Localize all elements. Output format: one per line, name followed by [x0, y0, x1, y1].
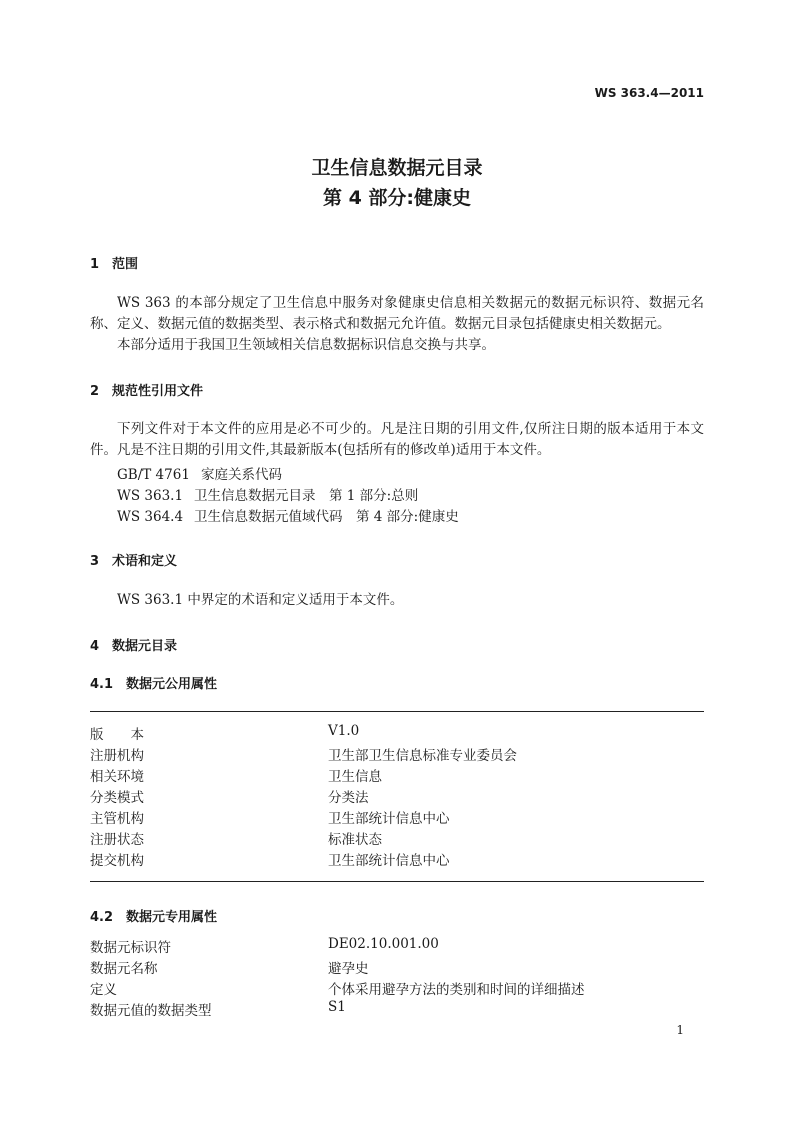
table-row	[90, 978, 704, 999]
attribute-value: 卫生部卫生信息标准专业委员会	[328, 748, 517, 764]
section-title: 规范性引用文件	[112, 384, 204, 399]
section-title: 术语和定义	[112, 554, 178, 569]
table-row	[90, 807, 704, 828]
section-title: 范围	[112, 257, 139, 272]
standard-code: WS 363.4—2011	[594, 86, 704, 100]
document-title: 卫生信息数据元目录	[311, 157, 483, 179]
attribute-name: 相关环境	[90, 769, 144, 785]
section-4-1-heading	[90, 673, 217, 692]
attribute-value: 个体采用避孕方法的类别和时间的详细描述	[328, 982, 585, 998]
table-row	[90, 765, 704, 786]
section-number: 4.1	[90, 677, 114, 692]
section-2-paragraph-1: 下列文件对于本文件的应用是必不可少的。凡是注日期的引用文件,仅所注日期的版本适用于本文件。凡是不注日期的引用文件,其最新版本(包括所有的修改单)适用于本文件。	[90, 421, 704, 458]
attribute-name: 注册状态	[90, 832, 144, 848]
table-row	[90, 957, 704, 978]
reference-title: 家庭关系代码	[201, 467, 282, 483]
section-number: 1	[90, 257, 100, 272]
table-row	[90, 999, 704, 1020]
section-1-paragraph-1: WS 363 的本部分规定了卫生信息中服务对象健康史信息相关数据元的数据元标识符、数据元名称、定义、数据元值的数据类型、表示格式和数据元允许值。数据元目录包括健康史相关数据元。	[90, 295, 704, 332]
table-bottom-rule	[90, 881, 704, 882]
normative-reference	[117, 505, 459, 525]
attribute-name: 版 本	[90, 727, 144, 743]
attribute-name: 分类模式	[90, 790, 144, 806]
reference-title: 卫生信息数据元目录 第 1 部分:总则	[194, 488, 419, 504]
common-attributes-table	[90, 723, 704, 870]
table-row	[90, 849, 704, 870]
attribute-name: 数据元值的数据类型	[90, 1003, 212, 1019]
section-3-heading	[90, 550, 177, 569]
section-1-heading	[90, 253, 138, 272]
attribute-value: V1.0	[328, 723, 360, 739]
attribute-name: 数据元标识符	[90, 940, 171, 956]
table-row	[90, 936, 704, 957]
section-number: 3	[90, 554, 100, 569]
normative-reference	[117, 463, 282, 483]
attribute-name: 提交机构	[90, 853, 144, 869]
attribute-name: 定义	[90, 982, 117, 998]
section-title: 数据元公用属性	[126, 677, 218, 692]
section-4-2-heading	[90, 906, 217, 925]
reference-code: WS 364.4	[117, 509, 184, 525]
attribute-value: 卫生部统计信息中心	[328, 811, 450, 827]
attribute-value: S1	[328, 999, 346, 1015]
section-number: 4.2	[90, 910, 114, 925]
section-1-paragraph-2: 本部分适用于我国卫生领域相关信息数据标识信息交换与共享。	[117, 337, 495, 353]
attribute-name: 主管机构	[90, 811, 144, 827]
section-number: 2	[90, 384, 100, 399]
section-3-paragraph-1: WS 363.1 中界定的术语和定义适用于本文件。	[117, 592, 404, 608]
table-row	[90, 723, 704, 744]
attribute-value: 卫生部统计信息中心	[328, 853, 450, 869]
section-title: 数据元目录	[112, 639, 178, 654]
table-top-rule	[90, 711, 704, 712]
attribute-value: 标准状态	[328, 832, 382, 848]
section-2-heading	[90, 380, 203, 399]
normative-reference	[117, 484, 418, 504]
section-4-heading	[90, 635, 177, 654]
reference-title: 卫生信息数据元值域代码 第 4 部分:健康史	[194, 509, 459, 525]
section-title: 数据元专用属性	[126, 910, 218, 925]
reference-code: GB/T 4761	[117, 467, 190, 483]
attribute-name: 注册机构	[90, 748, 144, 764]
attribute-value: 避孕史	[328, 961, 369, 977]
table-row	[90, 828, 704, 849]
section-number: 4	[90, 639, 100, 654]
reference-code: WS 363.1	[117, 488, 184, 504]
specific-attributes-table	[90, 936, 704, 1020]
page-number: 1	[676, 1023, 684, 1037]
attribute-name: 数据元名称	[90, 961, 158, 977]
attribute-value: DE02.10.001.00	[328, 936, 439, 952]
table-row	[90, 786, 704, 807]
table-row	[90, 744, 704, 765]
attribute-value: 卫生信息	[328, 769, 382, 785]
attribute-value: 分类法	[328, 790, 369, 806]
document-subtitle: 第 4 部分:健康史	[322, 187, 472, 209]
